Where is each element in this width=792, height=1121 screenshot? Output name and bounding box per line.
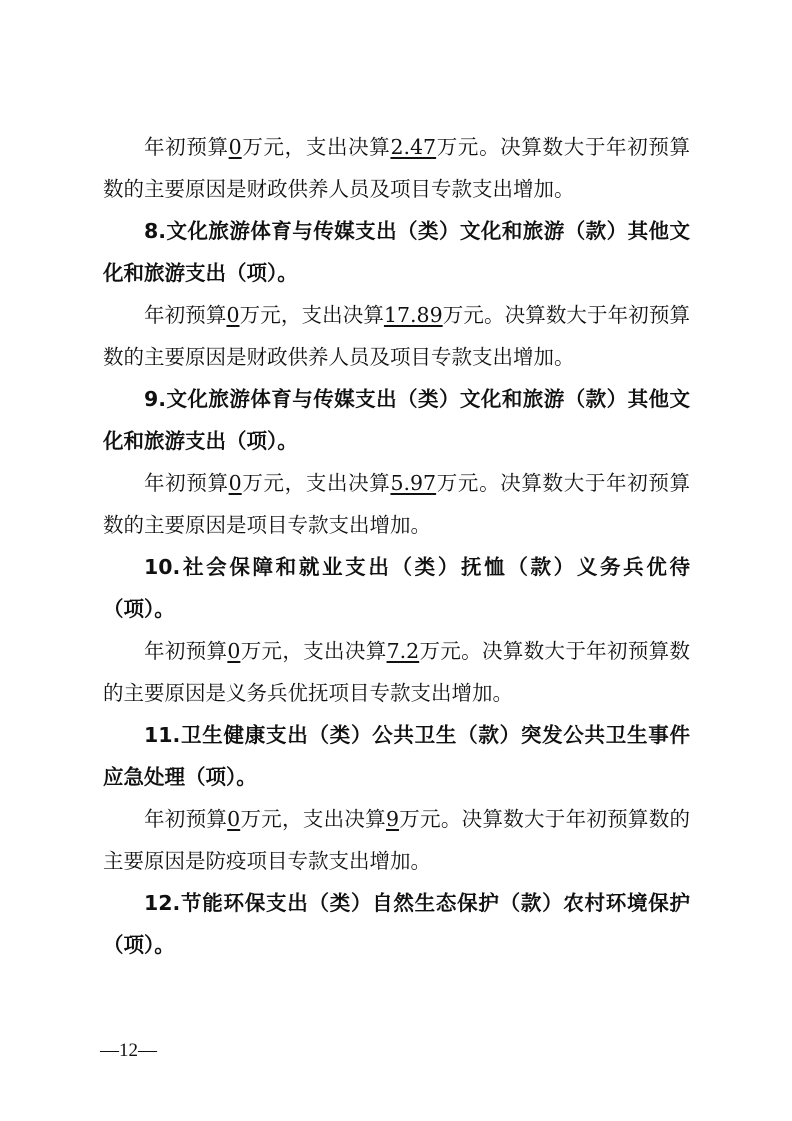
actual-value: 7.2 bbox=[386, 639, 420, 663]
text-segment: 年初预算 bbox=[144, 471, 229, 495]
section-heading-10: 10.社会保障和就业支出（类）抚恤（款）义务兵优待（项）。 bbox=[103, 555, 690, 621]
text-segment: 年初预算 bbox=[144, 639, 228, 663]
section-heading-12: 12.节能环保支出（类）自然生态保护（款）农村环境保护（项）。 bbox=[103, 891, 690, 957]
actual-value: 9 bbox=[385, 807, 400, 831]
text-segment: 万元。决算数大于年初预算数的主要原因是防疫项目专款支出增加。 bbox=[103, 807, 691, 873]
text-segment: 万元，支出决算 bbox=[240, 807, 386, 831]
actual-value: 17.89 bbox=[383, 303, 443, 327]
text-segment: 万元。决算数大于年初预算数的主要原因是财政供养人员及项目专款支出增加。 bbox=[103, 135, 691, 201]
text-segment: 万元。决算数大于年初预算数的主要原因是义务兵优抚项目专款支出增加。 bbox=[103, 639, 691, 705]
text-segment: 年初预算 bbox=[144, 135, 229, 159]
text-segment: 年初预算 bbox=[144, 807, 228, 831]
text-segment: 万元，支出决算 bbox=[241, 471, 391, 495]
text-segment: 万元，支出决算 bbox=[241, 135, 391, 159]
text-segment: 万元。决算数大于年初预算数的主要原因是项目专款支出增加。 bbox=[103, 471, 691, 537]
paragraph-budget-10 bbox=[103, 630, 690, 714]
actual-value: 2.47 bbox=[390, 135, 437, 159]
paragraph-budget-11 bbox=[103, 798, 690, 882]
budget-value: 0 bbox=[228, 135, 242, 159]
budget-value: 0 bbox=[227, 807, 241, 831]
text-segment: 万元，支出决算 bbox=[240, 639, 387, 663]
budget-value: 0 bbox=[228, 471, 242, 495]
actual-value: 5.97 bbox=[390, 471, 437, 495]
section-heading-9: 9.文化旅游体育与传媒支出（类）文化和旅游（款）其他文化和旅游支出（项）。 bbox=[103, 387, 690, 453]
paragraph-budget-9 bbox=[103, 462, 690, 546]
text-segment: 万元。决算数大于年初预算数的主要原因是财政供养人员及项目专款支出增加。 bbox=[103, 303, 691, 369]
section-heading-8: 8.文化旅游体育与传媒支出（类）文化和旅游（款）其他文化和旅游支出（项）。 bbox=[103, 219, 690, 285]
paragraph-budget-1 bbox=[103, 126, 690, 210]
text-segment: 年初预算 bbox=[144, 303, 227, 327]
budget-value: 0 bbox=[226, 303, 240, 327]
budget-value: 0 bbox=[227, 639, 241, 663]
text-segment: 万元，支出决算 bbox=[239, 303, 384, 327]
section-heading-11: 11.卫生健康支出（类）公共卫生（款）突发公共卫生事件应急处理（项）。 bbox=[103, 723, 690, 789]
paragraph-budget-8 bbox=[103, 294, 690, 378]
document-body bbox=[103, 126, 690, 966]
page-number: —12— bbox=[100, 1040, 157, 1061]
